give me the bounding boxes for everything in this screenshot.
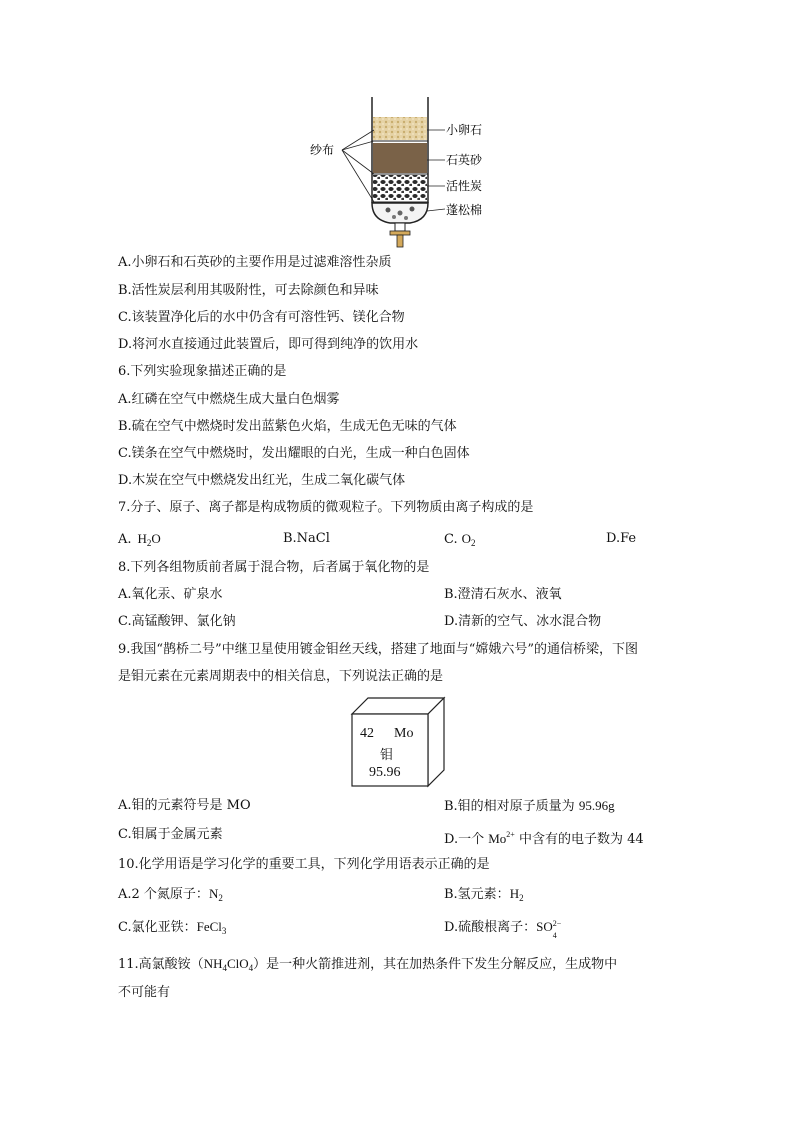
q5-option-a: A.小卵石和石英砂的主要作用是过滤难溶性杂质 bbox=[118, 255, 392, 270]
q7-option-d: D.Fe bbox=[606, 531, 637, 546]
water-filter-diagram bbox=[300, 95, 500, 255]
q6-option-a: A.红磷在空气中燃烧生成大量白色烟雾 bbox=[118, 392, 340, 407]
q7-option-c: C. $O_2$ bbox=[444, 531, 476, 548]
label-cloth: 纱布 bbox=[310, 143, 335, 157]
q9-stem-line1: 9.我国“鹊桥二号”中继卫星使用镀金钼丝天线，搭建了地面与“嫦娥六号”的通信桥梁，下图 bbox=[118, 642, 638, 657]
q11-stem-line1: 11.高氯酸铵$(NH_4ClO_4)$是一种火箭推进剂，其在加热条件下发生分解反应，生成物中 bbox=[118, 956, 618, 973]
q5-option-c: C.该装置净化后的水中仍含有可溶性钙、镁化合物 bbox=[118, 310, 405, 325]
q7-option-a: A. $H_2O$ bbox=[118, 531, 161, 548]
q9-option-c: C.钼属于金属元素 bbox=[118, 827, 223, 842]
element-mass: 95.96 bbox=[369, 765, 401, 780]
q7-stem: 7.分子、原子、离子都是构成物质的微观粒子。下列物质由离子构成的是 bbox=[118, 500, 534, 515]
q9-stem-line2: 是钼元素在元素周期表中的相关信息，下列说法正确的是 bbox=[118, 669, 444, 684]
label-carbon: 活性炭 bbox=[446, 179, 483, 193]
q8-stem: 8.下列各组物质前者属于混合物，后者属于氧化物的是 bbox=[118, 560, 430, 575]
sand-layer bbox=[373, 143, 427, 173]
q8-option-d: D.清新的空气、冰水混合物 bbox=[444, 614, 602, 629]
q10-option-d: D.硫酸根离子：SO 2− 4 bbox=[444, 918, 562, 940]
label-cotton: 蓬松棉 bbox=[446, 203, 483, 217]
q7-option-b: B.NaCl bbox=[283, 531, 330, 546]
q6-option-b: B.硫在空气中燃烧时发出蓝紫色火焰，生成无色无味的气体 bbox=[118, 419, 457, 434]
outlet-valve bbox=[395, 223, 405, 231]
q8-option-c: C.高锰酸钾、氯化钠 bbox=[118, 614, 236, 629]
q10-option-b: B.氢元素：$H_2$ bbox=[444, 886, 524, 903]
q6-stem: 6.下列实验现象描述正确的是 bbox=[118, 364, 287, 379]
q6-option-c: C.镁条在空气中燃烧时，发出耀眼的白光，生成一种白色固体 bbox=[118, 446, 470, 461]
q11-stem-line2: 不可能有 bbox=[118, 985, 171, 1000]
q9-option-d: D.一个 $Mo^{2+}$ 中含有的电子数为 44 bbox=[444, 830, 644, 847]
q5-option-d: D.将河水直接通过此装置后，即可得到纯净的饮用水 bbox=[118, 337, 419, 352]
q10-option-c: C.氯化亚铁：FeCl$_3$ bbox=[118, 919, 227, 936]
q8-option-b: B.澄清石灰水、液氧 bbox=[444, 587, 562, 602]
carbon-layer bbox=[373, 175, 427, 201]
element-number: 42 bbox=[360, 726, 374, 741]
label-pebble: 小卵石 bbox=[446, 123, 483, 137]
q8-option-a: A.氧化汞、矿泉水 bbox=[118, 587, 223, 602]
pebble-layer bbox=[373, 117, 427, 140]
q9-option-b: B.钼的相对原子质量为 95.96g bbox=[444, 798, 615, 814]
q6-option-d: D.木炭在空气中燃烧发出红光，生成二氧化碳气体 bbox=[118, 473, 406, 488]
q5-option-b: B.活性炭层利用其吸附性，可去除颜色和异味 bbox=[118, 283, 379, 298]
element-symbol: Mo bbox=[394, 726, 414, 741]
q10-stem: 10.化学用语是学习化学的重要工具，下列化学用语表示正确的是 bbox=[118, 857, 490, 872]
q9-option-a: A.钼的元素符号是 MO bbox=[118, 798, 251, 813]
label-sand: 石英砂 bbox=[446, 153, 483, 167]
element-name: 钼 bbox=[380, 748, 394, 763]
q10-option-a: A.2 个氮原子：$N_2$ bbox=[118, 886, 223, 903]
outlet-tip bbox=[390, 231, 410, 235]
